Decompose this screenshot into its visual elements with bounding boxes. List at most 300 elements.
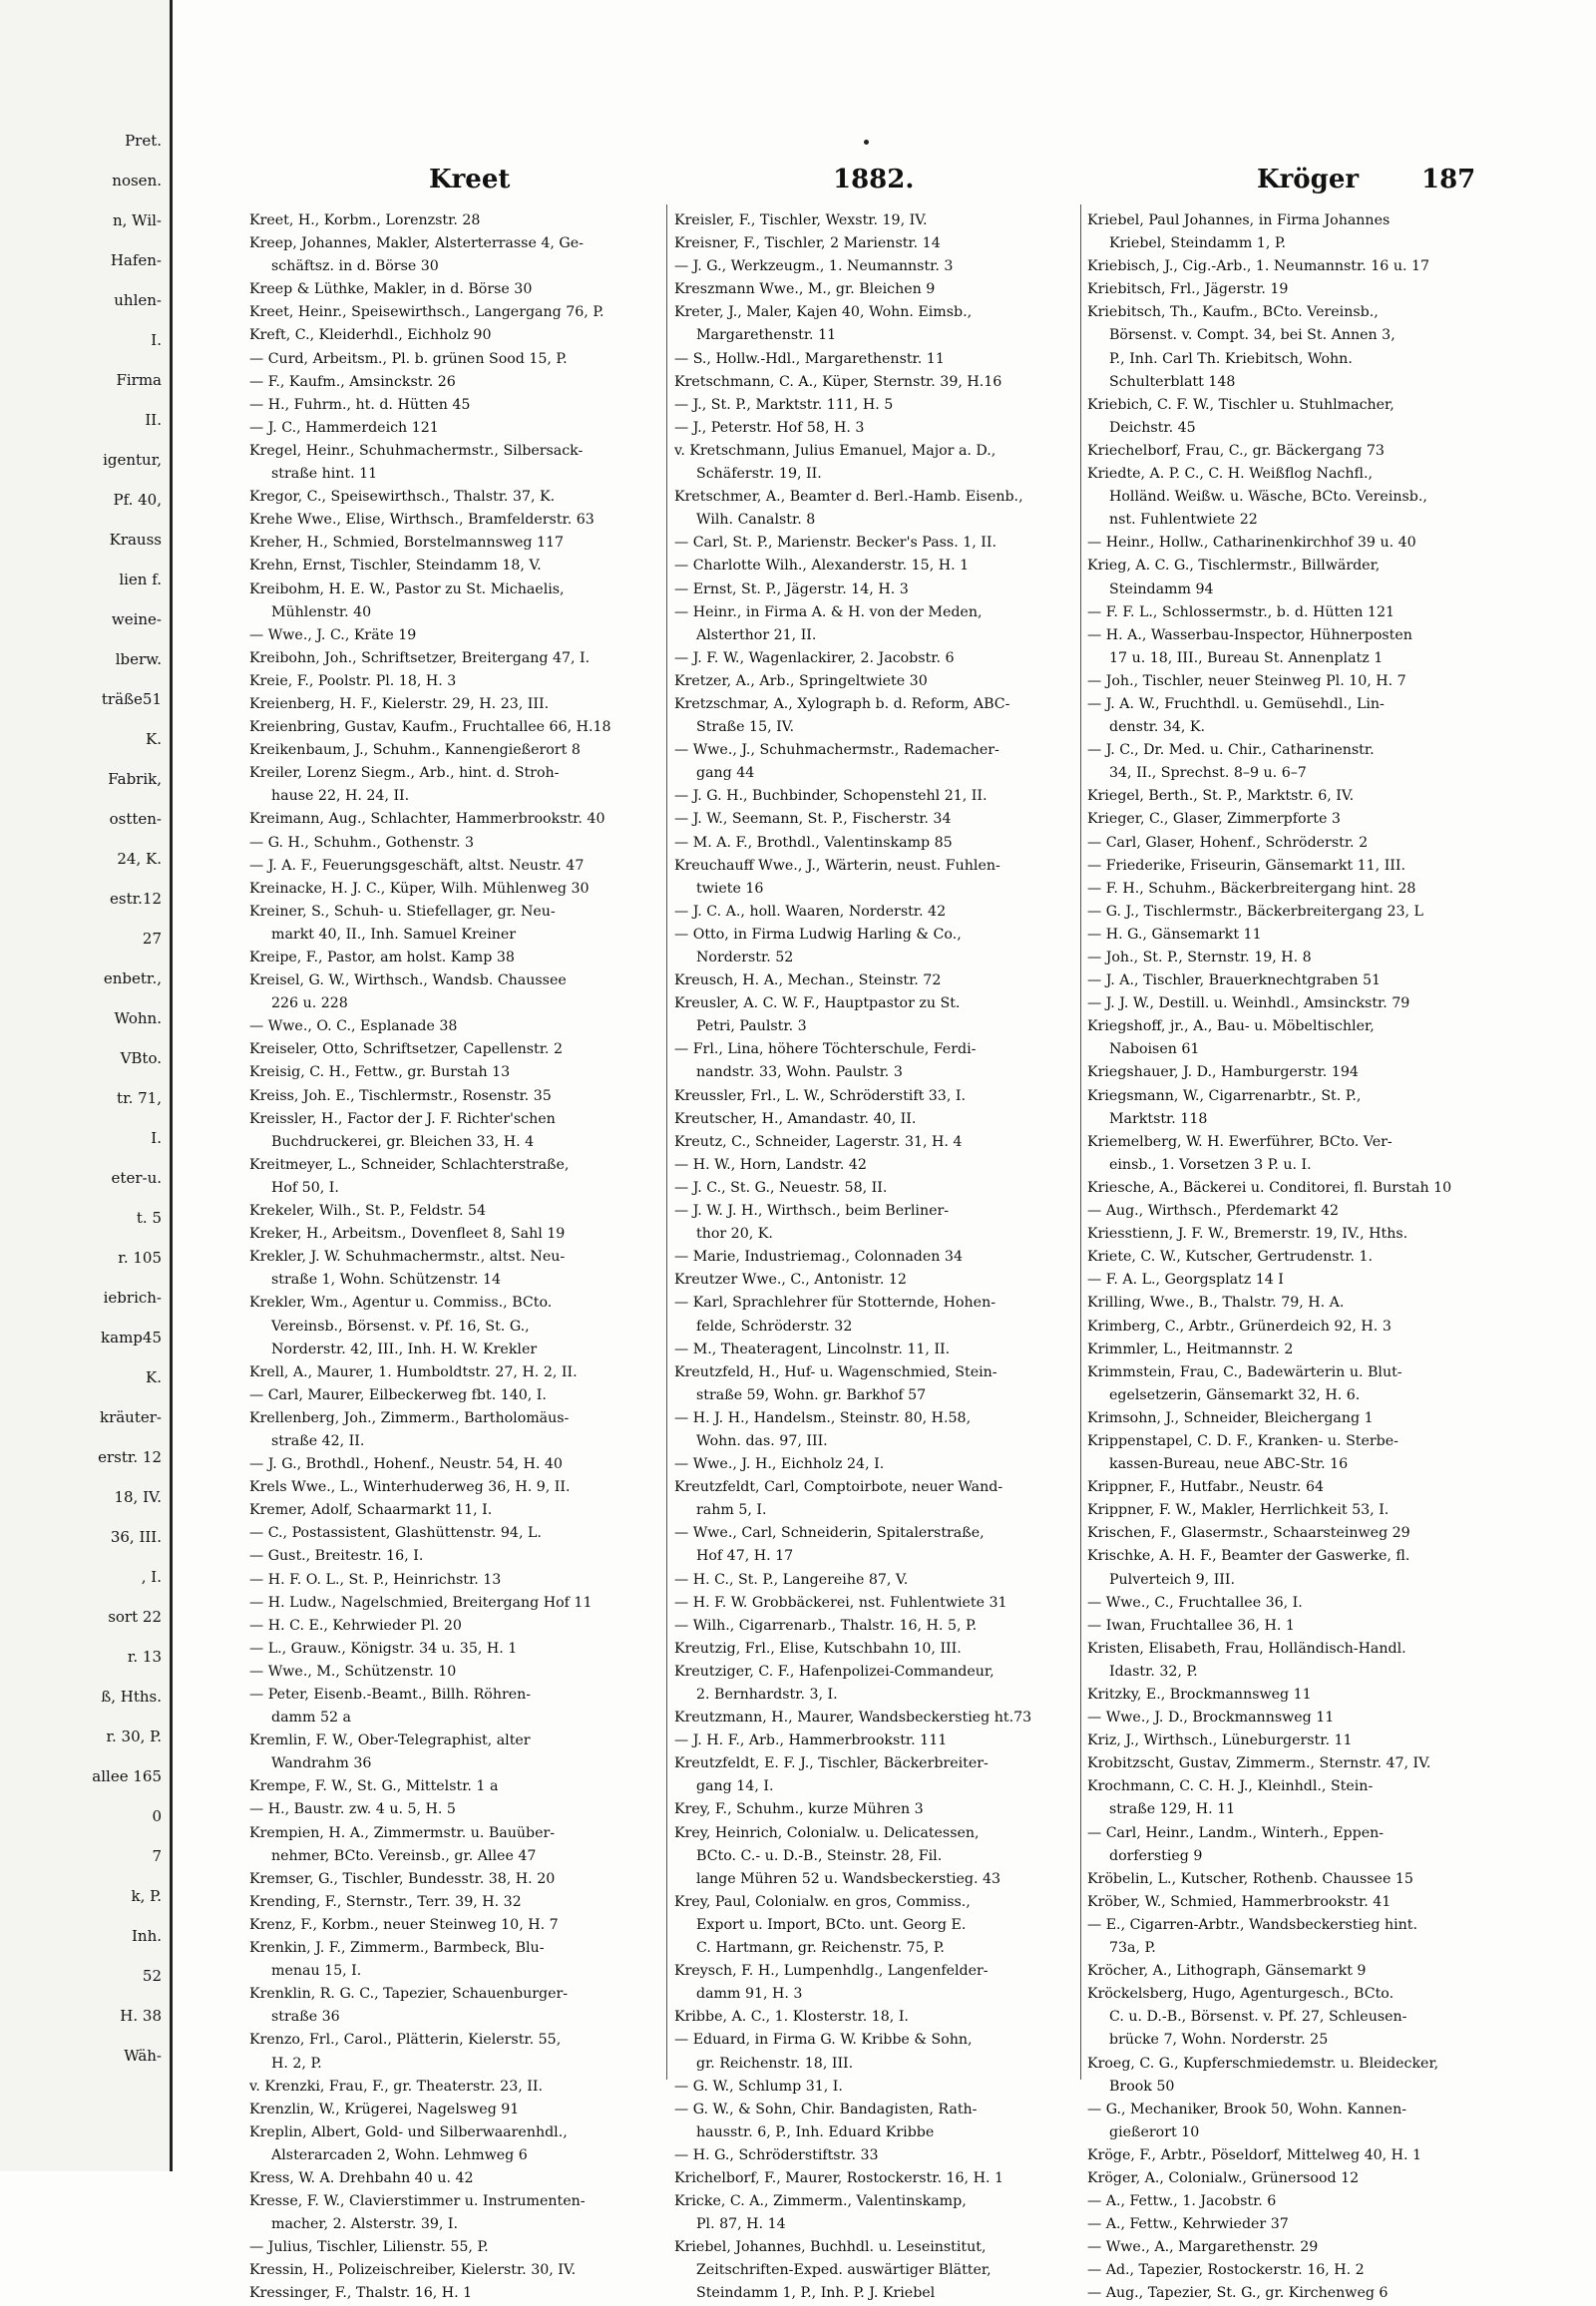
column-divider <box>666 204 667 2080</box>
directory-entry: — Wwe., A., Margarethenstr. 29 <box>1087 2239 1319 2256</box>
entry-continuation: menau 15, I. <box>271 1963 362 1980</box>
directory-entry: Kreutscher, H., Amandastr. 40, II. <box>674 1110 917 1127</box>
directory-entry: Kreimann, Aug., Schlachter, Hammerbrookstr. 40 <box>249 811 605 828</box>
entry-continuation: Buchdruckerei, gr. Bleichen 33, H. 4 <box>271 1133 535 1150</box>
entry-continuation: einsb., 1. Vorsetzen 3 P. u. I. <box>1109 1156 1312 1173</box>
directory-entry: — Carl, Glaser, Hohenf., Schröderstr. 2 <box>1087 834 1369 851</box>
directory-entry: Kröge, F., Arbtr., Pöseldorf, Mittelweg 40, H. 1 <box>1087 2146 1422 2163</box>
directory-entry: Kreienberg, H. F., Kielerstr. 29, H. 23, III. <box>249 695 550 712</box>
gutter-fragment: I. <box>151 1129 162 1147</box>
directory-entry: Kriebitsch, Th., Kaufm., BCto. Vereinsb., <box>1087 304 1379 321</box>
directory-entry: Kress, W. A. Drehbahn 40 u. 42 <box>249 2169 474 2186</box>
directory-entry: Krempien, H. A., Zimmermstr. u. Bauüber- <box>249 1824 556 1841</box>
gutter-fragment: träße51 <box>101 690 162 708</box>
directory-entry: Krenzlin, W., Krügerei, Nagelsweg 91 <box>249 2101 520 2117</box>
entry-continuation: Zeitschriften-Exped. auswärtiger Blätter, <box>696 2262 992 2279</box>
directory-entry: Kreet, Heinr., Speisewirthsch., Langergang 76, P. <box>249 304 604 321</box>
directory-entry: Kricke, C. A., Zimmerm., Valentinskamp, <box>674 2193 967 2210</box>
entry-continuation: Vereinsb., Börsenst. v. Pf. 16, St. G., <box>271 1318 530 1335</box>
gutter-fragment: lberw. <box>115 650 162 668</box>
header-left-word: Kreet <box>429 165 511 194</box>
directory-entry: — Otto, in Firma Ludwig Harling & Co., <box>674 926 962 943</box>
gutter-fragment: 18, IV. <box>114 1488 162 1506</box>
directory-entry: — Eduard, in Firma G. W. Kribbe & Sohn, <box>674 2032 973 2049</box>
directory-entry: — J. G., Brothdl., Hohenf., Neustr. 54, H. 40 <box>249 1456 563 1473</box>
directory-entry: Krenz, F., Korbm., neuer Steinweg 10, H. 7 <box>249 1916 559 1933</box>
directory-entry: Kreienbring, Gustav, Kaufm., Fruchtallee 66, H.18 <box>249 719 611 736</box>
directory-entry: Kretschmer, A., Beamter d. Berl.-Hamb. Eisenb., <box>674 489 1023 506</box>
directory-entry: — Friederike, Friseurin, Gänsemarkt 11, III. <box>1087 857 1406 874</box>
entry-continuation: 73a, P. <box>1109 1940 1156 1957</box>
gutter-fragment: Krauss <box>109 531 162 549</box>
entry-continuation: Export u. Import, BCto. unt. Georg E. <box>696 1916 967 1933</box>
gutter-fragment: igentur, <box>103 451 162 469</box>
entry-continuation: brücke 7, Wohn. Norderstr. 25 <box>1109 2032 1329 2049</box>
directory-entry: Kriechelborf, Frau, C., gr. Bäckergang 73 <box>1087 442 1385 459</box>
entry-continuation: Norderstr. 52 <box>696 950 794 965</box>
directory-entry: Kreisler, F., Tischler, Wexstr. 19, IV. <box>674 212 928 228</box>
directory-entry: — Joh., St. P., Sternstr. 19, H. 8 <box>1087 950 1312 965</box>
directory-entry: Kressinger, F., Thalstr. 16, H. 1 <box>249 2285 473 2302</box>
entry-continuation: macher, 2. Alsterstr. 39, I. <box>271 2216 459 2233</box>
directory-entry: — H. G., Gänsemarkt 11 <box>1087 926 1262 943</box>
directory-entry: — Marie, Industriemag., Colonnaden 34 <box>674 1249 963 1266</box>
directory-entry: — Ad., Tapezier, Rostockerstr. 16, H. 2 <box>1087 2262 1365 2279</box>
directory-entry: — G. W., Schlump 31, I. <box>674 2078 843 2095</box>
directory-entry: — J. H. F., Arb., Hammerbrookstr. 111 <box>674 1732 948 1749</box>
directory-entry: Krimmstein, Frau, C., Badewärterin u. Blut- <box>1087 1363 1402 1380</box>
entry-continuation: Wilh. Canalstr. 8 <box>696 512 816 529</box>
directory-entry: Krekler, J. W. Schuhmachermstr., altst. Neu- <box>249 1249 566 1266</box>
directory-entry: — L., Grauw., Königstr. 34 u. 35, H. 1 <box>249 1640 518 1657</box>
directory-entry: — Aug., Wirthsch., Pferdemarkt 42 <box>1087 1203 1340 1220</box>
directory-entry: — J. C., St. G., Neuestr. 58, II. <box>674 1179 888 1196</box>
directory-entry: Kriedte, A. P. C., C. H. Weißflog Nachfl., <box>1087 466 1373 483</box>
entry-continuation: Deichstr. 45 <box>1109 419 1196 436</box>
directory-entry: Krimmler, L., Heitmannstr. 2 <box>1087 1341 1294 1357</box>
page-number: 187 <box>1421 165 1476 194</box>
directory-entry: — H. F. O. L., St. P., Heinrichstr. 13 <box>249 1571 502 1588</box>
entry-continuation: Steindamm 94 <box>1109 580 1214 597</box>
directory-entry: — Wwe., J. C., Kräte 19 <box>249 626 417 643</box>
directory-entry: — Heinr., Hollw., Catharinenkirchhof 39 u. 40 <box>1087 535 1416 552</box>
previous-page-gutter <box>0 0 173 2171</box>
directory-entry: Krichelborf, F., Maurer, Rostockerstr. 16, H. 1 <box>674 2169 1003 2186</box>
directory-entry: Kröber, W., Schmied, Hammerbrookstr. 41 <box>1087 1893 1392 1910</box>
directory-entry: Kriemelberg, W. H. Ewerführer, BCto. Ver- <box>1087 1133 1393 1150</box>
directory-entry: Kreutzer Wwe., C., Antonistr. 12 <box>674 1272 907 1289</box>
directory-entry: Kregel, Heinr., Schuhmachermstr., Silbersack- <box>249 442 584 459</box>
directory-entry: Kreker, H., Arbeitsm., Dovenfleet 8, Sahl 19 <box>249 1226 566 1243</box>
directory-entry: Kriegshauer, J. D., Hamburgerstr. 194 <box>1087 1064 1359 1081</box>
directory-entry: Krenkin, J. F., Zimmerm., Barmbeck, Blu- <box>249 1940 545 1957</box>
directory-entry: — H. C. E., Kehrwieder Pl. 20 <box>249 1617 462 1634</box>
directory-entry: Kriegel, Berth., St. P., Marktstr. 6, IV. <box>1087 788 1355 805</box>
directory-entry: — F. A. L., Georgsplatz 14 I <box>1087 1272 1284 1289</box>
gutter-fragment: r. 105 <box>118 1249 162 1267</box>
gutter-fragment: 24, K. <box>117 850 162 868</box>
column-1 <box>249 209 668 2306</box>
directory-entry: Kriebitsch, Frl., Jägerstr. 19 <box>1087 281 1289 298</box>
entry-continuation: denstr. 34, K. <box>1109 719 1206 736</box>
directory-entry: — Joh., Tischler, neuer Steinweg Pl. 10, H. 7 <box>1087 672 1406 689</box>
gutter-fragment: 0 <box>152 1807 162 1825</box>
directory-entry: — Wwe., M., Schützenstr. 10 <box>249 1663 457 1680</box>
directory-entry: Kreutz, C., Schneider, Lagerstr. 31, H. 4 <box>674 1133 963 1150</box>
gutter-fragment: Hafen- <box>110 251 162 269</box>
directory-entry: — Carl, Heinr., Landm., Winterh., Eppen- <box>1087 1824 1385 1841</box>
gutter-fragment: n, Wil- <box>112 211 162 229</box>
entry-continuation: Norderstr. 42, III., Inh. H. W. Krekler <box>271 1341 538 1357</box>
directory-entry: Krippenstapel, C. D. F., Kranken- u. Sterbe- <box>1087 1432 1398 1449</box>
directory-entry: Kremer, Adolf, Schaarmarkt 11, I. <box>249 1502 493 1519</box>
entry-continuation: Straße 15, IV. <box>696 719 794 736</box>
directory-entry: Krenzo, Frl., Carol., Plätterin, Kielerstr. 55, <box>249 2032 562 2049</box>
directory-entry: Kreisner, F., Tischler, 2 Marienstr. 14 <box>674 235 941 252</box>
gutter-fragment: Wohn. <box>114 1009 162 1027</box>
directory-entry: Krischke, A. H. F., Beamter der Gaswerke, fl. <box>1087 1548 1410 1565</box>
directory-entry: Kresse, F. W., Clavierstimmer u. Instrumenten- <box>249 2193 586 2210</box>
entry-continuation: Wohn. das. 97, III. <box>696 1432 828 1449</box>
directory-entry: — J. G. H., Buchbinder, Schopenstehl 21, II. <box>674 788 988 805</box>
directory-entry: — J., Peterstr. Hof 58, H. 3 <box>674 419 865 436</box>
directory-entry: — Frl., Lina, höhere Töchterschule, Ferdi- <box>674 1041 977 1058</box>
directory-entry: — H. J. H., Handelsm., Steinstr. 80, H.58, <box>674 1409 972 1426</box>
directory-entry: Kreutzfeldt, Carl, Comptoirbote, neuer Wand- <box>674 1479 1003 1496</box>
gutter-fragment: k, P. <box>131 1887 162 1905</box>
entry-continuation: C. Hartmann, gr. Reichenstr. 75, P. <box>696 1940 945 1957</box>
gutter-fragment: lien f. <box>119 571 162 588</box>
gutter-fragment: iebrich- <box>103 1289 162 1307</box>
directory-entry: Krending, F., Sternstr., Terr. 39, H. 32 <box>249 1893 522 1910</box>
gutter-fragment: VBto. <box>120 1049 162 1067</box>
entry-continuation: straße 59, Wohn. gr. Barkhof 57 <box>696 1386 927 1403</box>
entry-continuation: Alsterthor 21, II. <box>696 626 817 643</box>
gutter-fragment: kräuter- <box>99 1408 162 1426</box>
directory-entry: Kreher, H., Schmied, Borstelmannsweg 117 <box>249 535 565 552</box>
gutter-fragment: 36, III. <box>110 1528 162 1546</box>
directory-entry: Kreutzfeld, H., Huf- u. Wagenschmied, Stein- <box>674 1363 998 1380</box>
gutter-fragment: H. 38 <box>120 2007 162 2025</box>
directory-entry: Krippner, F. W., Makler, Herrlichkeit 53, I. <box>1087 1502 1390 1519</box>
directory-entry: Kriesstienn, J. F. W., Bremerstr. 19, IV., Hths. <box>1087 1226 1408 1243</box>
entry-continuation: C. u. D.-B., Börsenst. v. Pf. 27, Schleusen- <box>1109 2009 1407 2026</box>
directory-entry: — Carl, St. P., Marienstr. Becker's Pass. 1, II. <box>674 535 997 552</box>
entry-continuation: Börsenst. v. Compt. 34, bei St. Annen 3, <box>1109 327 1396 344</box>
gutter-fragment: enbetr., <box>103 969 162 987</box>
entry-continuation: hausstr. 6, P., Inh. Eduard Kribbe <box>696 2123 935 2140</box>
gutter-fragment: K. <box>146 730 162 748</box>
entry-continuation: lange Mühren 52 u. Wandsbeckerstieg. 43 <box>696 1870 1001 1887</box>
entry-continuation: straße 129, H. 11 <box>1109 1801 1236 1818</box>
directory-entry: Kreuchauff Wwe., J., Wärterin, neust. Fuhlen- <box>674 857 1000 874</box>
gutter-fragment: Pf. 40, <box>113 491 162 509</box>
entry-continuation: hause 22, H. 24, II. <box>271 788 410 805</box>
print-dot <box>864 140 869 145</box>
directory-entry: — F. H., Schuhm., Bäckerbreitergang hint. 28 <box>1087 880 1416 897</box>
directory-entry: — J. A. W., Fruchthdl. u. Gemüsehdl., Lin- <box>1087 695 1385 712</box>
directory-entry: — E., Cigarren-Arbtr., Wandsbeckerstieg hint. <box>1087 1916 1418 1933</box>
directory-entry: — Curd, Arbeitsm., Pl. b. grünen Sood 15, P. <box>249 350 568 367</box>
directory-entry: Krekler, Wm., Agentur u. Commiss., BCto. <box>249 1295 553 1312</box>
directory-entry: Kriz, J., Wirthsch., Lüneburgerstr. 11 <box>1087 1732 1353 1749</box>
directory-entry: — Charlotte Wilh., Alexanderstr. 15, H. 1 <box>674 558 970 575</box>
entry-continuation: 17 u. 18, III., Bureau St. Annenplatz 1 <box>1109 649 1384 666</box>
directory-entry: Krilling, Wwe., B., Thalstr. 79, H. A. <box>1087 1295 1345 1312</box>
directory-entry: Kreusler, A. C. W. F., Hauptpastor zu St. <box>674 995 961 1012</box>
entry-continuation: Marktstr. 118 <box>1109 1110 1208 1127</box>
directory-entry: — M. A. F., Brothdl., Valentinskamp 85 <box>674 834 953 851</box>
column-2 <box>674 209 1093 2306</box>
entry-continuation: rahm 5, I. <box>696 1502 767 1519</box>
directory-entry: — J. G., Werkzeugm., 1. Neumannstr. 3 <box>674 258 954 275</box>
gutter-fragment: r. 13 <box>127 1648 162 1666</box>
directory-entry: Kriegshoff, jr., A., Bau- u. Möbeltischler, <box>1087 1018 1375 1035</box>
directory-entry: Kristen, Elisabeth, Frau, Holländisch-Handl. <box>1087 1640 1406 1657</box>
gutter-fragment: 7 <box>152 1847 162 1865</box>
entry-continuation: 2. Bernhardstr. 3, I. <box>696 1687 838 1703</box>
directory-entry: — Aug., Tapezier, St. G., gr. Kirchenweg 6 <box>1087 2285 1389 2302</box>
directory-entry: Kreep & Lüthke, Makler, in d. Börse 30 <box>249 281 533 298</box>
directory-entry: Krehe Wwe., Elise, Wirthsch., Bramfelderstr. 63 <box>249 512 595 529</box>
directory-entry: Kreet, H., Korbm., Lorenzstr. 28 <box>249 212 481 228</box>
entry-continuation: H. 2, P. <box>271 2055 322 2072</box>
entry-continuation: P., Inh. Carl Th. Kriebitsch, Wohn. <box>1109 350 1353 367</box>
directory-entry: — F. F. L., Schlossermstr., b. d. Hütten 121 <box>1087 603 1395 620</box>
directory-entry: Krehn, Ernst, Tischler, Steindamm 18, V. <box>249 558 542 575</box>
directory-entry: — Wwe., J., Schuhmachermstr., Rademacher- <box>674 742 999 759</box>
directory-entry: Kroeg, C. G., Kupferschmiedemstr. u. Bleidecker, <box>1087 2055 1439 2072</box>
gutter-fragment: 27 <box>142 930 162 948</box>
directory-entry: — H., Fuhrm., ht. d. Hütten 45 <box>249 396 471 413</box>
gutter-fragment: 52 <box>142 1967 162 1985</box>
entry-continuation: straße 1, Wohn. Schützenstr. 14 <box>271 1272 502 1289</box>
directory-entry: Kriebel, Paul Johannes, in Firma Johannes <box>1087 212 1391 228</box>
directory-entry: Kreusch, H. A., Mechan., Steinstr. 72 <box>674 972 942 989</box>
entry-continuation: Wandrahm 36 <box>271 1755 372 1772</box>
directory-entry: Kreszmann Wwe., M., gr. Bleichen 9 <box>674 281 936 298</box>
entry-continuation: Brook 50 <box>1109 2078 1175 2095</box>
entry-continuation: straße 36 <box>271 2009 340 2026</box>
directory-entry: Krochmann, C. C. H. J., Kleinhdl., Stein- <box>1087 1778 1374 1795</box>
directory-entry: Krellenberg, Joh., Zimmerm., Bartholomäus- <box>249 1409 570 1426</box>
entry-continuation: Idastr. 32, P. <box>1109 1663 1198 1680</box>
gutter-fragment: Wäh- <box>124 2047 162 2065</box>
gutter-fragment: r. 30, P. <box>106 1728 162 1745</box>
directory-entry: Krell, A., Maurer, 1. Humboldtstr. 27, H. 2, II. <box>249 1363 578 1380</box>
gutter-fragment: uhlen- <box>114 291 162 309</box>
directory-entry: — G., Mechaniker, Brook 50, Wohn. Kannen- <box>1087 2101 1407 2117</box>
directory-entry: Kreysch, F. H., Lumpenhdlg., Langenfelder- <box>674 1963 989 1980</box>
directory-entry: — J. A. F., Feuerungsgeschäft, altst. Neustr. 47 <box>249 857 585 874</box>
entry-continuation: straße hint. 11 <box>271 466 378 483</box>
directory-entry: — J. C. A., holl. Waaren, Norderstr. 42 <box>674 903 947 920</box>
entry-continuation: Hof 47, H. 17 <box>696 1548 794 1565</box>
gutter-fragment: weine- <box>111 610 162 628</box>
directory-entry: Kretzer, A., Arb., Springeltwiete 30 <box>674 672 928 689</box>
directory-entry: Kreussler, Frl., L. W., Schröderstift 33, I. <box>674 1087 966 1104</box>
gutter-fragment: sort 22 <box>108 1608 162 1626</box>
directory-entry: — Wilh., Cigarrenarb., Thalstr. 16, H. 5, P. <box>674 1617 978 1634</box>
directory-entry: Kremlin, F. W., Ober-Telegraphist, alter <box>249 1732 531 1749</box>
directory-entry: Krey, Heinrich, Colonialw. u. Delicatessen, <box>674 1824 980 1841</box>
directory-entry: Kremser, G., Tischler, Bundesstr. 38, H. 20 <box>249 1870 556 1887</box>
entry-continuation: twiete 16 <box>696 880 764 897</box>
entry-continuation: egelsetzerin, Gänsemarkt 32, H. 6. <box>1109 1386 1361 1403</box>
header-right-word: Kröger <box>1257 165 1360 194</box>
entry-continuation: Holländ. Weißw. u. Wäsche, BCto. Vereinsb., <box>1109 489 1427 506</box>
column-3 <box>1087 209 1506 2306</box>
entry-continuation: nehmer, BCto. Vereinsb., gr. Allee 47 <box>271 1847 537 1864</box>
directory-entry: — Julius, Tischler, Lilienstr. 55, P. <box>249 2239 489 2256</box>
entry-continuation: nandstr. 33, Wohn. Paulstr. 3 <box>696 1064 903 1081</box>
directory-entry: Kröcher, A., Lithograph, Gänsemarkt 9 <box>1087 1963 1367 1980</box>
directory-entry: Krempe, F. W., St. G., Mittelstr. 1 a <box>249 1778 499 1795</box>
directory-entry: — Peter, Eisenb.-Beamt., Billh. Röhren- <box>249 1687 532 1703</box>
gutter-fragment: Fabrik, <box>108 770 162 788</box>
entry-continuation: Schulterblatt 148 <box>1109 373 1236 390</box>
entry-continuation: Pl. 87, H. 14 <box>696 2216 786 2233</box>
entry-continuation: gang 44 <box>696 765 755 782</box>
entry-continuation: Mühlenstr. 40 <box>271 603 372 620</box>
directory-entry: Kröckelsberg, Hugo, Agenturgesch., BCto. <box>1087 1986 1395 2003</box>
directory-entry: — G. W., & Sohn, Chir. Bandagisten, Rath- <box>674 2101 978 2117</box>
directory-entry: Krischen, F., Glasermstr., Schaarsteinweg 29 <box>1087 1525 1410 1542</box>
entry-continuation: gang 14, I. <box>696 1778 774 1795</box>
directory-entry: v. Krenzki, Frau, F., gr. Theaterstr. 23, II. <box>249 2078 543 2095</box>
directory-entry: — S., Hollw.-Hdl., Margarethenstr. 11 <box>674 350 945 367</box>
directory-entry: Kreikenbaum, J., Schuhm., Kannengießerort 8 <box>249 742 581 759</box>
directory-entry: — H. F. W. Grobbäckerei, nst. Fuhlentwiete 31 <box>674 1594 1007 1611</box>
directory-entry: Kreutzfeldt, E. F. J., Tischler, Bäckerbreiter- <box>674 1755 989 1772</box>
directory-entry: — Wwe., O. C., Esplanade 38 <box>249 1018 458 1035</box>
entry-continuation: nst. Fuhlentwiete 22 <box>1109 512 1258 529</box>
directory-entry: Kröbelin, L., Kutscher, Rothenb. Chaussee 15 <box>1087 1870 1413 1887</box>
directory-entry: Kriebel, Johannes, Buchhdl. u. Leseinstitut, <box>674 2239 987 2256</box>
gutter-fragment: Firma <box>116 371 162 389</box>
directory-entry: Krimsohn, J., Schneider, Bleichergang 1 <box>1087 1409 1374 1426</box>
directory-entry: — Carl, Maurer, Eilbeckerweg fbt. 140, I. <box>249 1386 547 1403</box>
gutter-fragment: erstr. 12 <box>98 1448 162 1466</box>
directory-entry: — H., Baustr. zw. 4 u. 5, H. 5 <box>249 1801 456 1818</box>
header-year: 1882. <box>833 165 915 194</box>
entry-continuation: Petri, Paulstr. 3 <box>696 1018 807 1035</box>
gutter-fragment: estr.12 <box>110 890 162 908</box>
directory-entry: Kretzschmar, A., Xylograph b. d. Reform, ABC- <box>674 695 1010 712</box>
directory-entry: Krey, Paul, Colonialw. en gros, Commiss., <box>674 1893 971 1910</box>
directory-entry: Kreissler, H., Factor der J. F. Richter'schen <box>249 1110 556 1127</box>
gutter-fragment: Pret. <box>125 132 162 150</box>
directory-entry: — J. W. J. H., Wirthsch., beim Berliner- <box>674 1203 950 1220</box>
directory-entry: Krippner, F., Hutfabr., Neustr. 64 <box>1087 1479 1324 1496</box>
gutter-fragment: II. <box>145 411 162 429</box>
entry-continuation: schäftsz. in d. Börse 30 <box>271 258 439 275</box>
gutter-fragment: eter-u. <box>111 1169 162 1187</box>
gutter-fragment: , I. <box>141 1568 162 1586</box>
entry-continuation: 34, II., Sprechst. 8–9 u. 6–7 <box>1109 765 1307 782</box>
directory-entry: Krekeler, Wilh., St. P., Feldstr. 54 <box>249 1203 487 1220</box>
entry-continuation: felde, Schröderstr. 32 <box>696 1318 853 1335</box>
directory-entry: Kreitmeyer, L., Schneider, Schlachterstraße, <box>249 1156 570 1173</box>
directory-entry: Kreiss, Joh. E., Tischlermstr., Rosenstr. 35 <box>249 1087 552 1104</box>
entry-continuation: Margarethenstr. 11 <box>696 327 837 344</box>
entry-continuation: gr. Reichenstr. 18, III. <box>696 2055 854 2072</box>
gutter-fragment: K. <box>146 1368 162 1386</box>
entry-continuation: Steindamm 1, P., Inh. P. J. Kriebel <box>696 2285 936 2302</box>
gutter-fragment: I. <box>151 331 162 349</box>
gutter-fragment: allee 165 <box>92 1767 162 1785</box>
directory-entry: Krels Wwe., L., Winterhuderweg 36, H. 9, II. <box>249 1479 571 1496</box>
directory-entry: Kreiler, Lorenz Siegm., Arb., hint. d. Stroh- <box>249 765 560 782</box>
directory-entry: Kritzky, E., Brockmannsweg 11 <box>1087 1687 1312 1703</box>
gutter-fragment: tr. 71, <box>117 1089 162 1107</box>
directory-entry: — H. W., Horn, Landstr. 42 <box>674 1156 867 1173</box>
entry-continuation: Kriebel, Steindamm 1, P. <box>1109 235 1287 252</box>
entry-continuation: straße 42, II. <box>271 1432 365 1449</box>
directory-entry: — Gust., Breitestr. 16, I. <box>249 1548 424 1565</box>
directory-entry: Kressin, H., Polizeischreiber, Kielerstr. 30, IV. <box>249 2262 577 2279</box>
directory-entry: Kreep, Johannes, Makler, Alsterterrasse 4, Ge- <box>249 235 584 252</box>
entry-continuation: damm 91, H. 3 <box>696 1986 803 2003</box>
entry-continuation: 226 u. 228 <box>271 995 348 1012</box>
directory-entry: Kreipe, F., Pastor, am holst. Kamp 38 <box>249 950 515 965</box>
gutter-fragment: ß, Hths. <box>101 1688 162 1706</box>
directory-entry: Kregor, C., Speisewirthsch., Thalstr. 37, K. <box>249 489 556 506</box>
directory-entry: — Karl, Sprachlehrer für Stotternde, Hohen- <box>674 1295 996 1312</box>
directory-entry: Kreinacke, H. J. C., Küper, Wilh. Mühlenweg 30 <box>249 880 590 897</box>
directory-entry: — J., St. P., Marktstr. 111, H. 5 <box>674 396 894 413</box>
directory-entry: — Wwe., Carl, Schneiderin, Spitalerstraße, <box>674 1525 985 1542</box>
directory-entry: — Wwe., C., Fruchtallee 36, I. <box>1087 1594 1303 1611</box>
directory-entry: Kreft, C., Kleiderhdl., Eichholz 90 <box>249 327 492 344</box>
directory-entry: Kreiner, S., Schuh- u. Stiefellager, gr. Neu- <box>249 903 556 920</box>
directory-entry: — J. F. W., Wagenlackirer, 2. Jacobstr. 6 <box>674 649 955 666</box>
directory-entry: — M., Theateragent, Lincolnstr. 11, II. <box>674 1341 951 1357</box>
directory-entry: — Heinr., in Firma A. & H. von der Meden, <box>674 603 983 620</box>
directory-entry: Kreutziger, C. F., Hafenpolizei-Commandeur, <box>674 1663 995 1680</box>
directory-entry: — Wwe., J. H., Eichholz 24, I. <box>674 1456 885 1473</box>
directory-entry: Kretschmann, C. A., Küper, Sternstr. 39, H.16 <box>674 373 1002 390</box>
directory-entry: — J. W., Seemann, St. P., Fischerstr. 34 <box>674 811 952 828</box>
directory-entry: — J. C., Hammerdeich 121 <box>249 419 439 436</box>
directory-entry: Kriebisch, J., Cig.-Arb., 1. Neumannstr. 16 u. 17 <box>1087 258 1430 275</box>
entry-continuation: dorferstieg 9 <box>1109 1847 1203 1864</box>
gutter-fragment: nosen. <box>112 172 162 190</box>
gutter-fragment: kamp45 <box>101 1329 162 1346</box>
entry-continuation: Alsterarcaden 2, Wohn. Lehmweg 6 <box>271 2146 528 2163</box>
directory-entry: Kreplin, Albert, Gold- und Silberwaarenhdl., <box>249 2123 568 2140</box>
entry-continuation: markt 40, II., Inh. Samuel Kreiner <box>271 926 517 943</box>
gutter-fragment: t. 5 <box>136 1209 162 1227</box>
directory-entry: — H. Ludw., Nagelschmied, Breitergang Hof 11 <box>249 1594 593 1611</box>
directory-entry: — H. A., Wasserbau-Inspector, Hühnerposten <box>1087 626 1412 643</box>
directory-entry: Kreutzmann, H., Maurer, Wandsbeckerstieg ht.73 <box>674 1710 1032 1727</box>
directory-entry: — J. A., Tischler, Brauerknechtgraben 51 <box>1087 972 1382 989</box>
directory-entry: Krieger, C., Glaser, Zimmerpforte 3 <box>1087 811 1341 828</box>
directory-entry: — G. J., Tischlermstr., Bäckerbreitergang 23, L <box>1087 903 1423 920</box>
column-divider <box>1080 204 1081 2080</box>
directory-entry: Kreter, J., Maler, Kajen 40, Wohn. Eimsb., <box>674 304 973 321</box>
directory-entry: Kreiseler, Otto, Schriftsetzer, Capellenstr. 2 <box>249 1041 563 1058</box>
entry-continuation: Hof 50, I. <box>271 1179 339 1196</box>
entry-continuation: damm 52 a <box>271 1710 351 1727</box>
directory-entry: — A., Fettw., 1. Jacobstr. 6 <box>1087 2193 1277 2210</box>
directory-entry: Krey, F., Schuhm., kurze Mühren 3 <box>674 1801 924 1818</box>
directory-entry: — H. G., Schröderstiftstr. 33 <box>674 2146 879 2163</box>
directory-entry: Kriesche, A., Bäckerei u. Conditorei, fl. Burstah 10 <box>1087 1179 1452 1196</box>
directory-entry: — H. C., St. P., Langereihe 87, V. <box>674 1571 909 1588</box>
entry-continuation: kassen-Bureau, neue ABC-Str. 16 <box>1109 1456 1349 1473</box>
